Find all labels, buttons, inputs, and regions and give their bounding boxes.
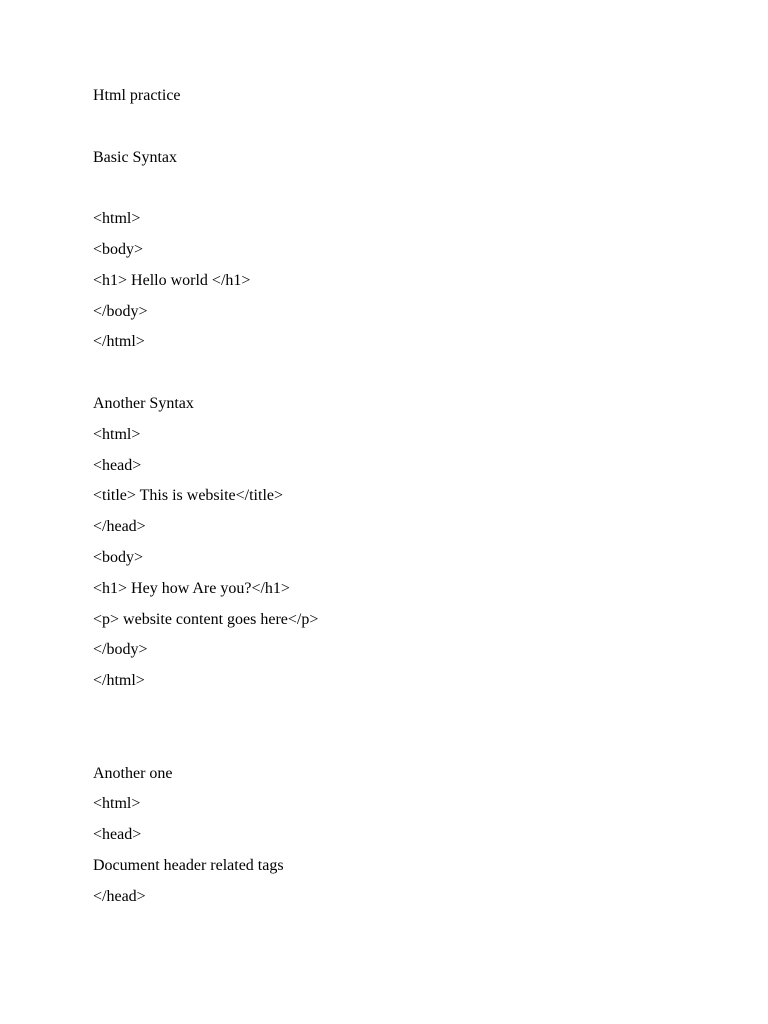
code-line: </html> bbox=[93, 672, 145, 690]
code-line: <html> bbox=[93, 210, 141, 228]
code-line: </body> bbox=[93, 641, 148, 659]
blank-line bbox=[93, 178, 713, 198]
blank-line bbox=[93, 733, 713, 753]
document-body bbox=[93, 86, 713, 918]
code-line: </head> bbox=[93, 887, 146, 905]
code-line: </html> bbox=[93, 333, 145, 351]
code-line: Document header related tags bbox=[93, 856, 284, 874]
blank-line bbox=[93, 363, 713, 383]
code-line: <head> bbox=[93, 456, 142, 474]
code-line: </head> bbox=[93, 518, 146, 536]
code-line: <body> bbox=[93, 240, 144, 258]
code-line: <html> bbox=[93, 425, 141, 443]
code-line: </body> bbox=[93, 302, 148, 320]
code-line: <head> bbox=[93, 826, 142, 844]
code-line: <body> bbox=[93, 548, 144, 566]
code-line: <h1> Hey how Are you?</h1> bbox=[93, 579, 290, 597]
blank-line bbox=[93, 117, 713, 137]
blank-line bbox=[93, 702, 713, 722]
code-line: <html> bbox=[93, 795, 141, 813]
section-heading-basic-syntax: Basic Syntax bbox=[93, 148, 177, 166]
doc-title: Html practice bbox=[93, 87, 181, 104]
code-line: <h1> Hello world </h1> bbox=[93, 271, 251, 289]
code-line: <p> website content goes here</p> bbox=[93, 610, 319, 628]
section-heading-another-syntax: Another Syntax bbox=[93, 394, 194, 412]
section-heading-another-one: Another one bbox=[93, 764, 173, 782]
code-line: <title> This is website</title> bbox=[93, 487, 284, 505]
